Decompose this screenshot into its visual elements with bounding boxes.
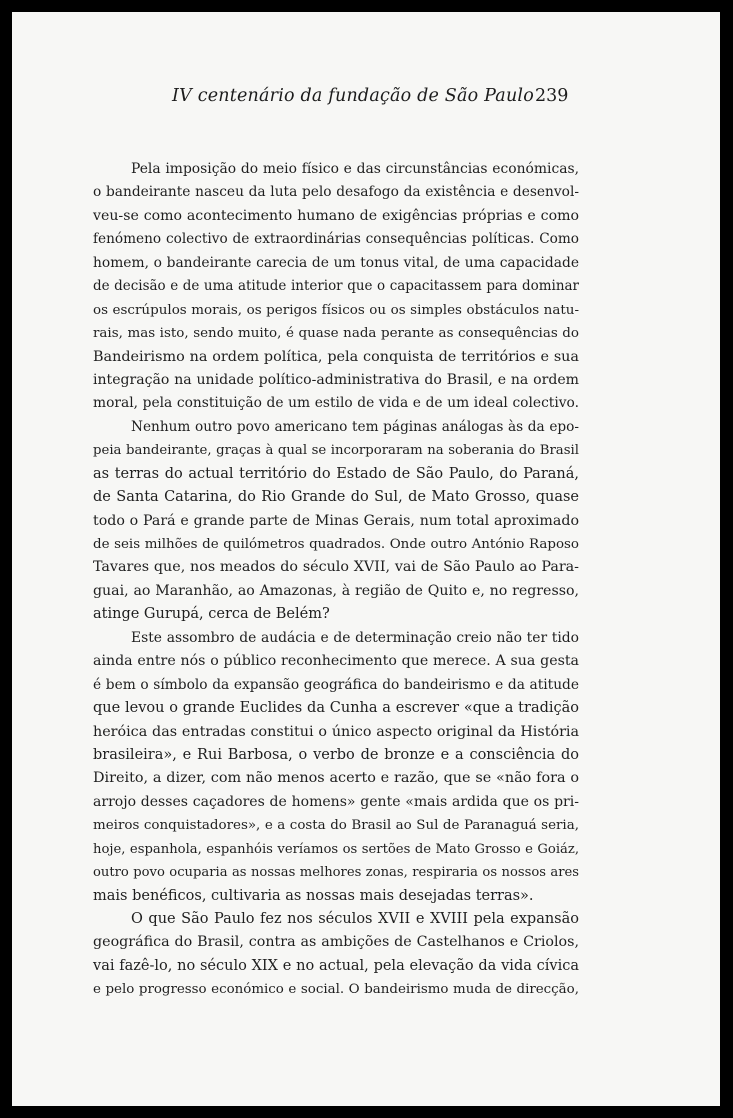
text-line: meiros conquistadores», e a costa do Brasil ao Sul de Paranaguá seria,	[93, 818, 579, 834]
text-line: Bandeirismo na ordem política, pela conquista de territórios e sua	[93, 348, 579, 365]
running-title: IV centenário da fundação de São Paulo	[172, 86, 534, 106]
text-line: atinge Gurupá, cerca de Belém?	[93, 606, 330, 623]
text-line: e pelo progresso económico e social. O bandeirismo muda de direcção,	[93, 982, 579, 998]
text-line: é bem o símbolo da expansão geográfica do bandeirismo e da atitude	[93, 676, 579, 693]
text-line: Direito, a dizer, com não menos acerto e razão, que se «não fora o	[93, 770, 579, 787]
text-line: todo o Pará e grande parte de Minas Gerais, num total aproximado	[93, 512, 579, 529]
text-line: heróica das entradas constitui o único aspecto original da História	[93, 723, 579, 740]
text-line: Pela imposição do meio físico e das circunstâncias económicas,	[131, 161, 579, 177]
text-line: o bandeirante nasceu da luta pelo desafogo da existência e desenvol-	[93, 184, 579, 201]
paragraph	[93, 627, 579, 908]
text-line: de decisão e de uma atitude interior que o capacitassem para dominar	[93, 278, 579, 295]
text-line: rais, mas isto, sendo muito, é quase nada perante as consequências do	[93, 326, 579, 342]
text-line: vai fazê-lo, no século XIX e no actual, pela elevação da vida cívica	[93, 957, 579, 974]
text-line: homem, o bandeirante carecia de um tonus vital, de uma capacidade	[93, 254, 579, 271]
text-line: que levou o grande Euclides da Cunha a escrever «que a tradição	[93, 700, 579, 717]
text-line: Este assombro de audácia e de determinação creio não ter tido	[131, 629, 579, 646]
text-line: peia bandeirante, graças à qual se incorporaram na soberania do Brasil	[93, 443, 579, 459]
page-header	[12, 86, 720, 116]
text-line: integração na unidade político-administrativa do Brasil, e na ordem	[93, 371, 579, 388]
paragraph	[93, 908, 579, 1002]
text-line: brasileira», e Rui Barbosa, o verbo de bronze e a consciência do	[93, 746, 579, 763]
text-line: hoje, espanhola, espanhóis veríamos os sertões de Mato Grosso e Goiáz,	[93, 841, 579, 857]
body-text	[93, 158, 579, 1002]
text-line: veu-se como acontecimento humano de exigências próprias e como	[93, 207, 579, 224]
text-line: mais benéficos, cultivaria as nossas mais desejadas terras».	[93, 887, 534, 904]
paragraph	[93, 158, 579, 416]
text-line: Nenhum outro povo americano tem páginas análogas às da epo-	[131, 418, 579, 435]
text-line: de seis milhões de quilómetros quadrados. Onde outro António Raposo	[93, 537, 579, 552]
text-line: guai, ao Maranhão, ao Amazonas, à região de Quito e, no regresso,	[93, 582, 579, 599]
text-line: Tavares que, nos meados do século XVII, vai de São Paulo ao Para-	[93, 559, 579, 576]
text-line: outro povo ocuparia as nossas melhores zonas, respiraria os nossos ares	[93, 865, 579, 881]
text-line: de Santa Catarina, do Rio Grande do Sul, de Mato Grosso, quase	[93, 489, 579, 506]
text-line: geográfica do Brasil, contra as ambições de Castelhanos e Criolos,	[93, 934, 579, 951]
text-line: arrojo desses caçadores de homens» gente «mais ardida que os pri-	[93, 793, 579, 810]
page-number: 239	[535, 86, 569, 106]
paragraph	[93, 416, 579, 627]
text-line: moral, pela constituição de um estilo de vida e de um ideal colectivo.	[93, 395, 579, 412]
text-line: fenómeno colectivo de extraordinárias consequências políticas. Como	[93, 231, 579, 248]
text-line: O que São Paulo fez nos séculos XVII e XVIII pela expansão	[131, 911, 579, 927]
text-line: os escrúpulos morais, os perigos físicos ou os simples obstáculos natu-	[93, 301, 579, 318]
book-page	[12, 12, 720, 1106]
text-line: as terras do actual território do Estado de São Paulo, do Paraná,	[93, 465, 579, 482]
text-line: ainda entre nós o público reconhecimento que merece. A sua gesta	[93, 653, 579, 670]
